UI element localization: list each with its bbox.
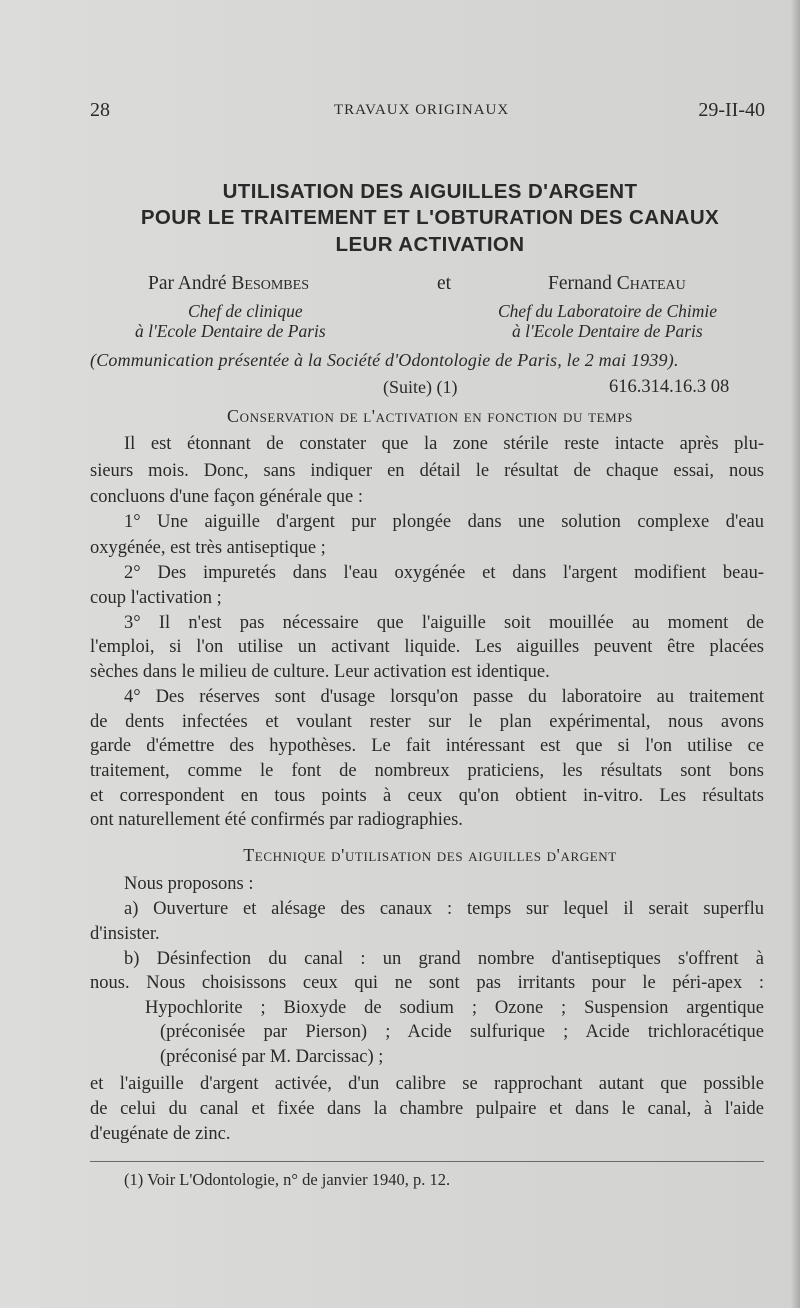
paragraph-line: coup l'activation ; <box>90 588 222 608</box>
author-1 <box>148 273 309 295</box>
paragraph-line: Nous proposons : <box>124 874 254 894</box>
footnote: (1) Voir L'Odontologie, n° de janvier 1940, p. 12. <box>124 1170 451 1189</box>
author-2-role-line-1: Chef du Laboratoire de Chimie <box>498 301 718 321</box>
communication-note: (Communication présentée à la Société d'Odontologie de Paris, le 2 mai 1939). <box>90 350 679 370</box>
footnote-rule <box>90 1161 764 1162</box>
paragraph-line: oxygénée, est très antiseptique ; <box>90 538 326 558</box>
paragraph-line: nous. Nous choisissons ceux qui ne sont pas irritants pour le péri-apex : <box>90 973 764 993</box>
author-2-surname: Chateau <box>616 273 686 294</box>
author-1-surname: Besombes <box>231 273 309 294</box>
author-1-role-line-2: à l'Ecole Dentaire de Paris <box>135 321 326 341</box>
paragraph-line: 3° Il n'est pas nécessaire que l'aiguille soit mouillée au moment de <box>124 613 764 633</box>
author-1-prefix: Par André <box>148 273 227 294</box>
paragraph-line: l'emploi, si l'on utilise un activant liquide. Les aiguilles peuvent être placées <box>90 637 764 657</box>
paragraph-line: (préconisée par Pierson) ; Acide sulfurique ; Acide trichloracétique <box>160 1022 764 1042</box>
paragraph-line: 1° Une aiguille d'argent pur plongée dans une solution complexe d'eau <box>124 512 764 532</box>
paragraph-line: garde d'émettre des hypothèses. Le fait intéressant est que si l'on utilise ce <box>90 736 764 756</box>
author-2-role-line-2: à l'Ecole Dentaire de Paris <box>512 321 703 341</box>
page-number: 28 <box>90 99 110 121</box>
article-title-line-1: UTILISATION DES AIGUILLES D'ARGENT <box>222 180 638 203</box>
continued-marker: (Suite) (1) <box>383 377 458 397</box>
paragraph-line: d'insister. <box>90 924 160 944</box>
paragraph-line: de celui du canal et fixée dans la chambre pulpaire et dans le canal, à l'aide <box>90 1099 764 1119</box>
paragraph-line: Hypochlorite ; Bioxyde de sodium ; Ozone ; Suspension argentique <box>145 998 764 1018</box>
author-2 <box>548 273 686 295</box>
paragraph-line: sieurs mois. Donc, sans indiquer en détail le résultat de chaque essai, nous <box>90 461 764 481</box>
paragraph-line: concluons d'une façon générale que : <box>90 487 364 507</box>
paragraph-line: 2° Des impuretés dans l'eau oxygénée et dans l'argent modifient beau- <box>124 563 764 583</box>
paragraph-line: et l'aiguille d'argent activée, d'un calibre se rapprochant autant que possible <box>90 1074 764 1094</box>
author-2-first-name: Fernand <box>548 273 612 294</box>
paragraph-line: et correspondent en tous points à ceux qu'on obtient in-vitro. Les résultats <box>90 786 764 806</box>
article-title-line-2: POUR LE TRAITEMENT ET L'OBTURATION DES CANAUX <box>140 206 720 229</box>
paragraph-line: Il est étonnant de constater que la zone stérile reste intacte après plu- <box>124 434 764 454</box>
paragraph-line: (préconisé par M. Darcissac) ; <box>160 1047 384 1067</box>
paragraph-line: 4° Des réserves sont d'usage lorsqu'on passe du laboratoire au traitement <box>124 687 764 707</box>
paragraph-line: traitement, comme le font de nombreux praticiens, les résultats sont bons <box>90 761 764 781</box>
paragraph-line: ont naturellement été confirmés par radiographies. <box>90 810 463 830</box>
section-heading-conservation: Conservation de l'activation en fonction du temps <box>227 406 633 426</box>
paragraph-line: de dents infectées et voulant rester sur le plan expérimental, nous avons <box>90 712 764 732</box>
issue-date: 29-II-40 <box>698 99 765 121</box>
author-1-role-line-1: Chef de clinique <box>188 301 303 321</box>
paragraph-line: a) Ouverture et alésage des canaux : temps sur lequel il serait superflu <box>124 899 764 919</box>
classification-code: 616.314.16.3 08 <box>609 377 730 397</box>
paragraph-line: sèches dans le milieu de culture. Leur activation est identique. <box>90 662 550 682</box>
running-header <box>90 99 765 125</box>
running-title: TRAVAUX ORIGINAUX <box>334 102 510 118</box>
section-heading-technique: Technique d'utilisation des aiguilles d'argent <box>243 845 617 865</box>
article-title-line-3: LEUR ACTIVATION <box>335 233 525 256</box>
paragraph-line: b) Désinfection du canal : un grand nombre d'antiseptiques s'offrent à <box>124 949 764 969</box>
author-conjunction: et <box>437 273 452 294</box>
paragraph-line: d'eugénate de zinc. <box>90 1124 231 1144</box>
